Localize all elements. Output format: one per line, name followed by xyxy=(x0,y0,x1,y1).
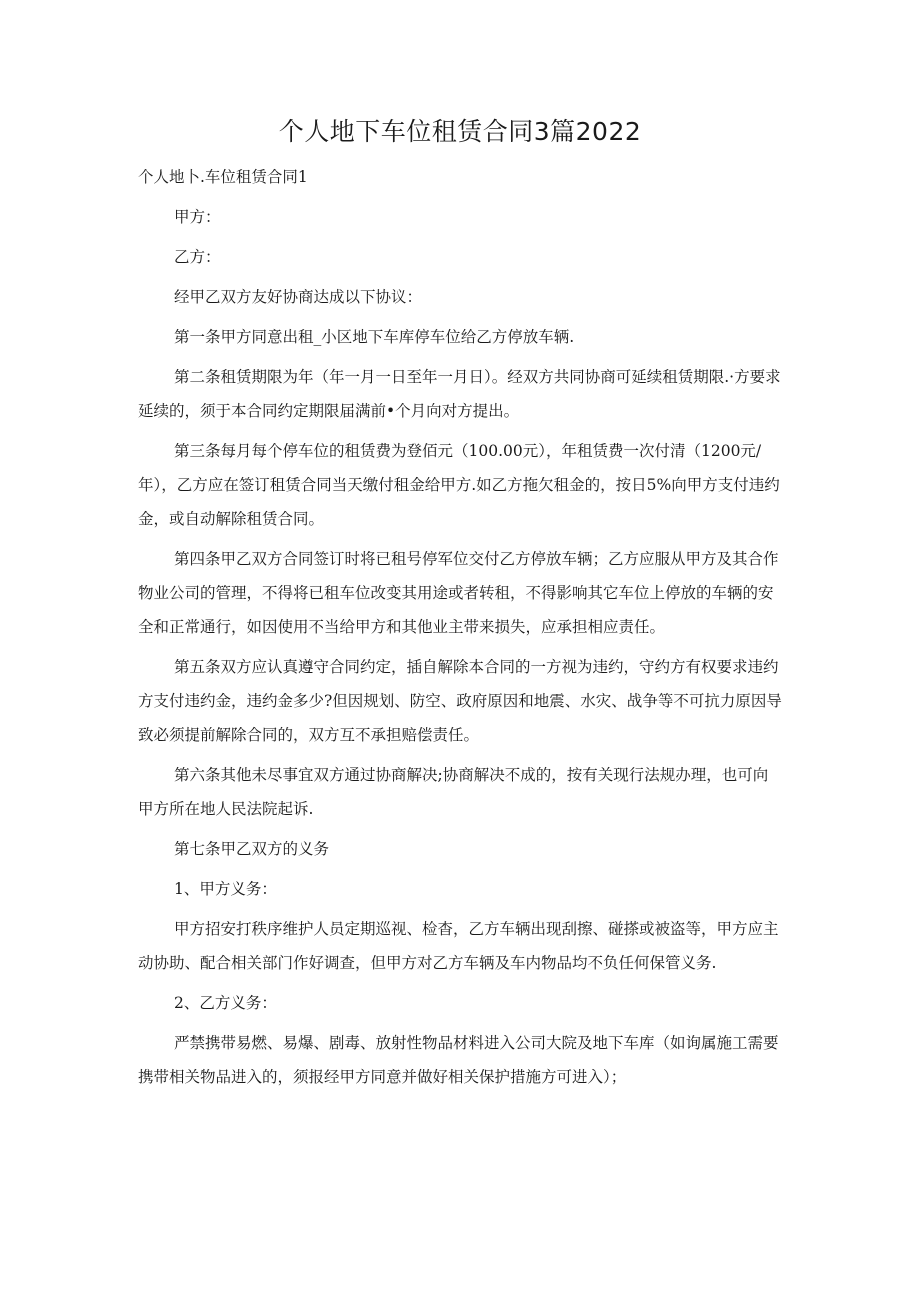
party-b-line: 乙方： xyxy=(174,248,221,266)
contract-subtitle: 个人地卜.车位租赁合同1 xyxy=(138,168,308,186)
party-b-duties-text: 严禁携带易燃、易爆、剧毒、放射性物品材料进入公司大院及地下车库（如询属施工需要携带相关物品进入的，须报经甲方同意并做好相关保护措施方可进入）； xyxy=(138,1034,779,1086)
article-3: 第三条每月每个停车位的租赁费为登佰元（100.00元），年租赁费一次付清（1200元/年），乙方应在签订租赁合同当天缴付租金给甲方.如乙方拖欠租金的，按日5%向甲方支付违约金，或自动解除租赁合同。 xyxy=(138,442,780,528)
agreement-intro: 经甲乙双方友好协商达成以下协议： xyxy=(174,288,423,306)
article-6: 第六条其他未尽事宜双方通过协商解决;协商解决不成的，按有关现行法规办理，也可向甲方所在地人民法院起诉. xyxy=(138,766,769,818)
document-body xyxy=(138,160,782,1100)
article-4: 第四条甲乙双方合同签订时将已租号停军位交付乙方停放车辆；乙方应服从甲方及其合作物业公司的管理，不得将已租车位改变其用途或者转租，不得影响其它车位上停放的车辆的安全和正常通行，如因使用不当给甲方和其他业主带来损失，应承担相应责任。 xyxy=(138,550,779,636)
document-title: 个人地下车位租赁合同3篇2022 xyxy=(278,117,642,146)
article-7-heading: 第七条甲乙双方的义务 xyxy=(174,840,330,858)
article-2: 第二条租赁期限为年（年一月一日至年一月日）。经双方共同协商可延续租赁期限.·方要求延续的，须于本合同约定期限届满前•个月向对方提出。 xyxy=(138,368,781,420)
article-5: 第五条双方应认真遵守合同约定，插自解除本合同的一方视为违约，守约方有权要求违约方支付违约金，违约金多少?但因规划、防空、政府原因和地震、水灾、战争等不可抗力原因导致必须提前解除合同的，双方互不承担赔偿责任。 xyxy=(138,658,782,744)
party-b-duties-heading: 2、乙方义务： xyxy=(174,994,277,1012)
party-a-duties-text: 甲方招安打秩序维护人员定期巡视、检杳，乙方车辆出现刮擦、碰搽或被盗等，甲方应主动协助、配合相关部门作好调查，但甲方对乙方车辆及车内物品均不负任何保管义务. xyxy=(138,920,779,972)
party-a-line: 甲方： xyxy=(174,208,221,226)
party-a-duties-heading: 1、甲方义务： xyxy=(174,880,277,898)
article-1: 第一条甲方同意出租_小区地下车库停车位给乙方停放车辆. xyxy=(174,328,575,346)
